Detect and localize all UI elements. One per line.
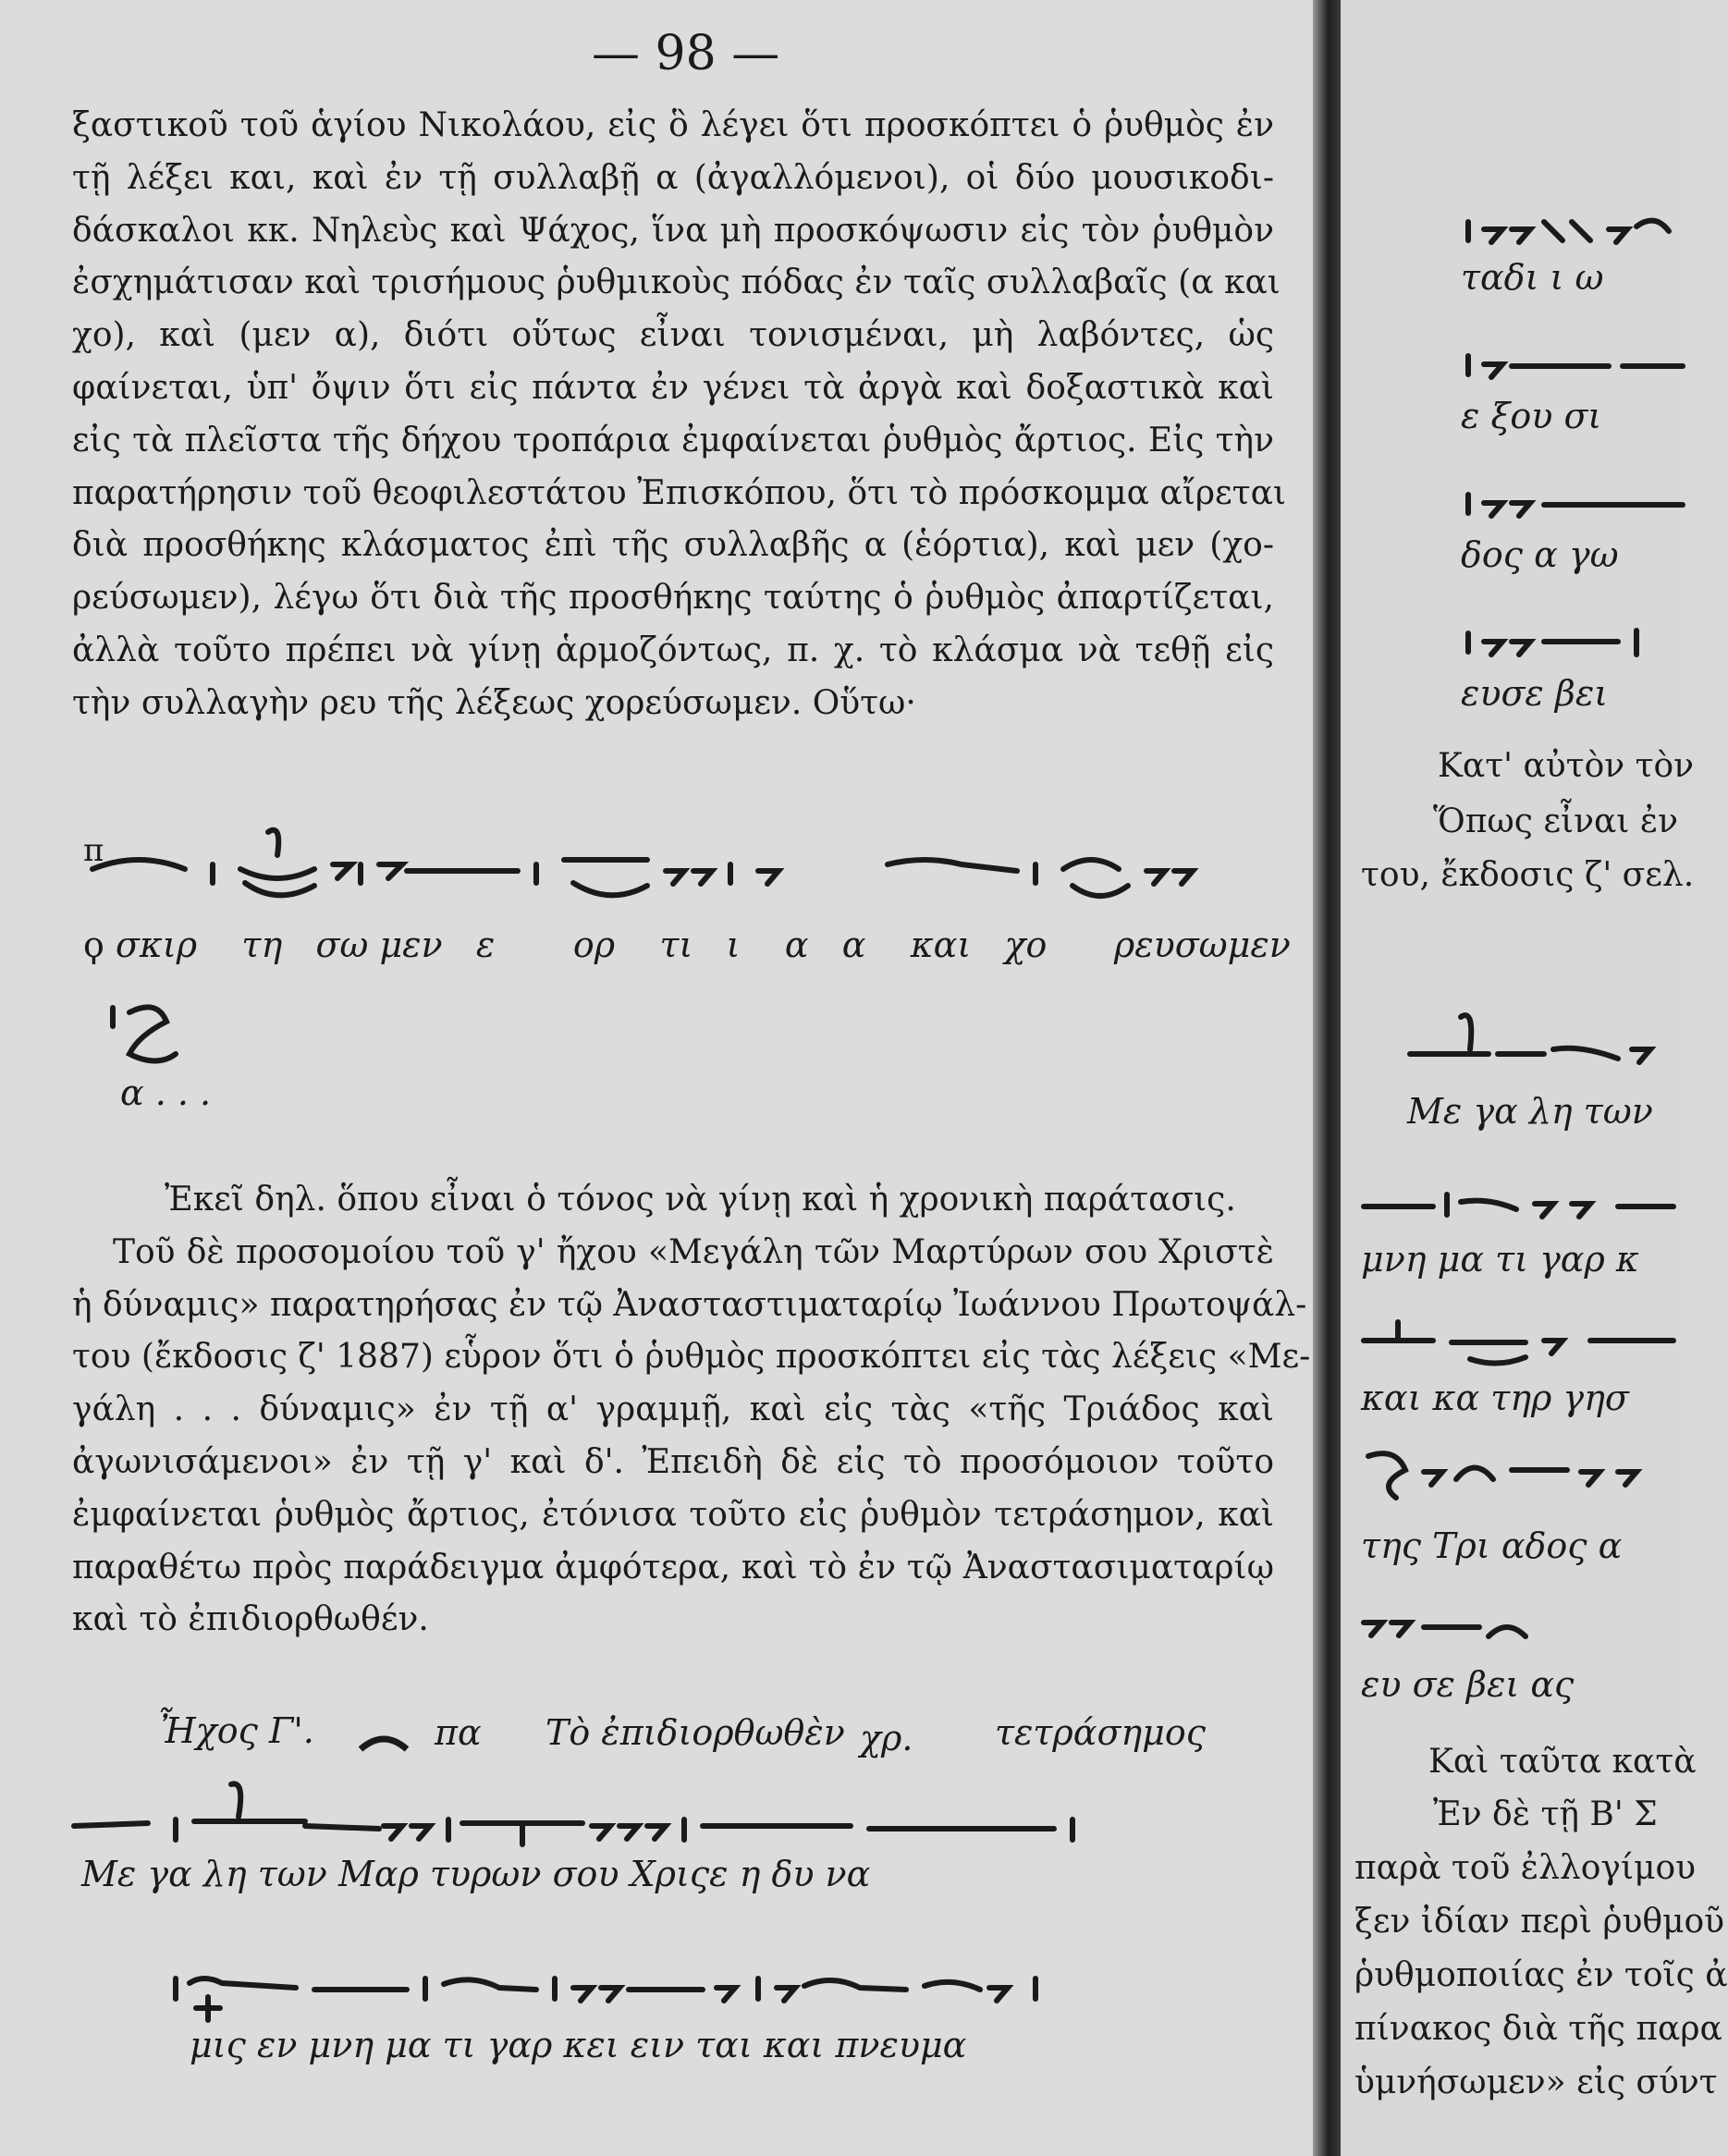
text-line: ἐμφαίνεται ῥυθμὸς ἄρτιος, ἐτόνισα τοῦτο εἰς ῥυθμὸν τετράσημον, καὶ xyxy=(72,1495,1274,1534)
paragraph-2 xyxy=(72,1174,1311,1647)
text-line: φαίνεται, ὑπ' ὄψιν ὅτι εἰς πάντα ἐν γένει τὰ ἀργὰ καὶ δοξαστικὰ καὶ xyxy=(72,368,1274,407)
lyric-syllable: σκιρ xyxy=(115,925,198,965)
lyric-syllable: α xyxy=(784,925,809,965)
neume-notation-example-1 xyxy=(83,814,1276,925)
text-line: ῥυθμοποιίας ἐν τοῖς ἀ xyxy=(1354,1956,1728,1994)
text-line: ξεν ἰδίαν περὶ ῥυθμοῦ xyxy=(1354,1903,1725,1941)
neume-notation-right xyxy=(1461,203,1683,259)
lyric-row: δος α γω xyxy=(1461,534,1619,575)
mode-heading: Ἦχος Γ'. xyxy=(157,1710,314,1751)
text-line: Κατ' αὐτὸν τὸν xyxy=(1438,747,1695,785)
text-line: χο), καὶ (μεν α), διότι οὕτως εἶναι τονισμέναι, μὴ λαβόντες, ὡς xyxy=(72,316,1274,355)
text-line: Ἐκεῖ δηλ. ὅπου εἶναι ὁ τόνος νὰ γίνῃ καὶ ἡ χρονικὴ παράτασις. xyxy=(165,1181,1236,1219)
text-line: ξαστικοῦ τοῦ ἁγίου Νικολάου, εἰς ὃ λέγει ὅτι προσκόπτει ὁ ῥυθμὸς ἐν xyxy=(72,106,1274,144)
text-line: εἰς τὰ πλεῖστα τῆς δήχου τροπάρια ἐμφαίνεται ῥυθμὸς ἄρτιος. Εἰς τὴν xyxy=(72,421,1274,459)
text-line: του (ἔκδοσις ζ' 1887) εὗρον ὅτι ὁ ῥυθμὸς προσκόπτει εἰς τὰς λέξεις «Με- xyxy=(72,1338,1311,1377)
text-line: Καὶ ταῦτα κατὰ xyxy=(1428,1743,1697,1781)
lyric-line-2: μις εν μνη μα τι γαρ κει ειν ται και πνευμα xyxy=(190,2025,967,2065)
neume-notation-line-2 xyxy=(166,1951,1100,2034)
neume-notation-right xyxy=(1359,1313,1683,1378)
text-line: γάλη . . . δύναμις» ἐν τῇ α' γραμμῇ, καὶ εἰς τὰς «τῆς Τριάδος καὶ xyxy=(72,1390,1274,1429)
neume-notation-right xyxy=(1461,342,1683,388)
lyric-syllable: ε xyxy=(475,925,496,965)
example-title: Τὸ ἐπιδιορθωθὲν xyxy=(545,1712,845,1753)
lyric-syllable: σω μεν xyxy=(315,925,443,965)
pa-martyria: π xyxy=(83,832,104,869)
text-line: δάσκαλοι κκ. Νηλεὺς καὶ Ψάχος, ἵνα μὴ προσκόψωσιν εἰς τὸν ῥυθμὸν xyxy=(72,211,1274,250)
neume-notation-right xyxy=(1461,619,1683,666)
neume-notation-line-1 xyxy=(65,1775,1091,1858)
lyric-continuation: α . . . xyxy=(120,1072,212,1113)
lyric-line: ϙ σκιρ τη σω μεν ε ορ τι ι α α και χο ρευσωμεν xyxy=(83,925,1291,965)
text-line: ὑμνήσωμεν» εἰς σύντ xyxy=(1354,2064,1718,2101)
neume-notation-right xyxy=(1359,1183,1683,1230)
text-line: παρὰ τοῦ ἐλλογίμου xyxy=(1354,1849,1697,1887)
lyric-syllable: και xyxy=(910,925,972,965)
paragraph-1 xyxy=(72,100,1286,730)
lyric-syllable: ορ xyxy=(572,925,616,965)
pa-label: πα xyxy=(435,1712,482,1753)
lyric-row: μνη μα τι γαρ κ xyxy=(1361,1239,1639,1280)
text-line: παρατήρησιν τοῦ θεοφιλεστάτου Ἐπισκόπου, ὅτι τὸ πρόσκομμα αἴρεται xyxy=(72,473,1286,512)
pa-sign-icon xyxy=(356,1729,411,1757)
text-line: πίνακος διὰ τῆς παρα xyxy=(1354,2010,1722,2048)
lyric-line-1: Με γα λη των Μαρ τυρων σου Χριςε η δυ να xyxy=(81,1854,871,1894)
lyric-row: Με γα λη των xyxy=(1407,1091,1653,1132)
text-line: του, ἔκδοσις ζ' σελ. xyxy=(1361,856,1695,894)
text-line: τῇ λέξει και, καὶ ἐν τῇ συλλαβῇ α (ἀγαλλόμενοι), οἱ δύο μουσικοδι- xyxy=(72,158,1274,197)
page-number: — 98 — xyxy=(592,26,780,81)
neume-notation-right xyxy=(1359,1599,1544,1655)
lyric-syllable: α xyxy=(841,925,866,965)
neume-notation-right xyxy=(1359,1442,1683,1507)
lyric-syllable: ρευσωμεν xyxy=(1113,925,1291,965)
meter-label: τετράσημος xyxy=(995,1712,1206,1753)
book-gutter xyxy=(1313,0,1341,2156)
text-line: καὶ τὸ ἐπιδιορθωθέν. xyxy=(72,1600,429,1639)
right-page xyxy=(1341,0,1728,2156)
lyric-row: ε ξου σι xyxy=(1461,396,1602,436)
lyric-syllable: τι xyxy=(659,925,693,965)
text-line: ρεύσωμεν), λέγω ὅτι διὰ τῆς προσθήκης ταύτης ὁ ῥυθμὸς ἀπαρτίζεται, xyxy=(72,579,1274,618)
lyric-syllable: τη xyxy=(241,925,283,965)
text-line: ἀγωνισάμενοι» ἐν τῇ γ' καὶ δ'. Ἐπειδὴ δὲ εἰς τὸ προσόμοιον τοῦτο xyxy=(72,1442,1274,1481)
text-line: Τοῦ δὲ προσομοίου τοῦ γ' ἤχου «Μεγάλη τῶν Μαρτύρων σου Χριστὲ xyxy=(113,1232,1274,1271)
lyric-row: και κα τηρ γησ xyxy=(1361,1378,1629,1418)
lyric-syllable: χο xyxy=(1004,925,1048,965)
text-line: Ἐν δὲ τῇ Β' Σ xyxy=(1433,1795,1658,1833)
text-line: διὰ προσθήκης κλάσματος ἐπὶ τῆς συλλαβῆς α (ἑόρτια), καὶ μεν (χο- xyxy=(72,526,1274,565)
lyric-row: ευ σε βει ας xyxy=(1361,1664,1575,1705)
lyric-row: ταδι ι ω xyxy=(1461,257,1604,298)
text-line: ἡ δύναμις» παρατηρήσας ἐν τῷ Ἀνασταστιματαρίῳ Ἰωάννου Πρωτοψάλ- xyxy=(72,1285,1307,1324)
chronos-label: χρ. xyxy=(860,1718,913,1758)
lyric-row: ευσε βει xyxy=(1461,673,1609,714)
text-line: ἀλλὰ τοῦτο πρέπει νὰ γίνῃ ἁρμοζόντως, π. χ. τὸ κλάσμα νὰ τεθῇ εἰς xyxy=(72,631,1274,669)
neume-notation-continuation xyxy=(102,989,213,1072)
neume-notation-right xyxy=(1405,998,1683,1072)
text-line: τὴν συλλαγὴν ρευ τῆς λέξεως χορεύσωμεν. Οὕτω· xyxy=(72,683,916,722)
lyric-row: της Τρι αδος α xyxy=(1361,1525,1623,1566)
text-line: Ὅπως εἶναι ἐν xyxy=(1433,802,1679,840)
text-line: παραθέτω πρὸς παράδειγμα ἀμφότερα, καὶ τὸ ἐν τῷ Ἀναστασιματαρίῳ xyxy=(72,1548,1274,1586)
text-line: ἐσχημάτισαν καὶ τρισήμους ῥυθμικοὺς πόδας ἐν ταῖς συλλαβαῖς (α και xyxy=(72,263,1281,302)
lyric-syllable: ι xyxy=(726,925,741,965)
neume-notation-right xyxy=(1461,481,1683,527)
